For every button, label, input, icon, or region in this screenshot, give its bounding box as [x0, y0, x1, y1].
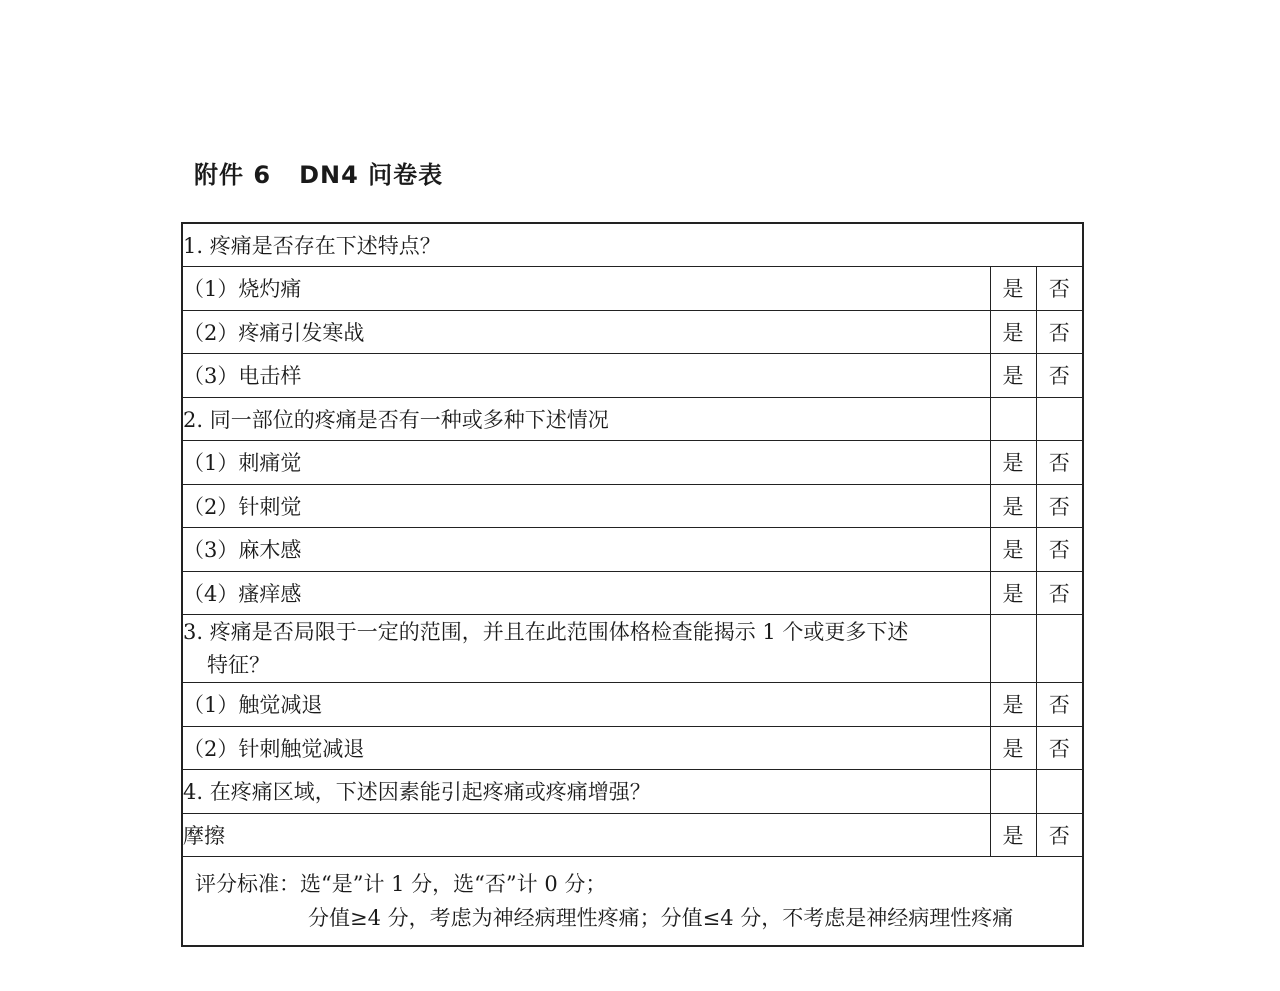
item-label: （2）针刺触觉减退 [182, 726, 990, 770]
question-1-text: 1. 疼痛是否存在下述特点？ [182, 223, 1083, 267]
empty-cell [990, 770, 1036, 814]
no-option[interactable]: 否 [1036, 310, 1083, 354]
empty-cell [1036, 397, 1083, 441]
yes-option[interactable]: 是 [990, 683, 1036, 727]
no-option[interactable]: 否 [1036, 683, 1083, 727]
yes-option[interactable]: 是 [990, 310, 1036, 354]
question-row-1 [182, 223, 1083, 267]
empty-cell [1036, 770, 1083, 814]
no-option[interactable]: 否 [1036, 484, 1083, 528]
item-label: （1）触觉减退 [182, 683, 990, 727]
item-row [182, 484, 1083, 528]
no-option[interactable]: 否 [1036, 726, 1083, 770]
item-row [182, 683, 1083, 727]
no-option[interactable]: 否 [1036, 528, 1083, 572]
yes-option[interactable]: 是 [990, 441, 1036, 485]
item-label: （2）疼痛引发寒战 [182, 310, 990, 354]
scoring-line1: 评分标准：选“是”计 1 分，选“否”计 0 分； [195, 872, 607, 896]
yes-option[interactable]: 是 [990, 528, 1036, 572]
item-label: （1）烧灼痛 [182, 267, 990, 311]
item-row [182, 441, 1083, 485]
question-row-4 [182, 770, 1083, 814]
item-row [182, 528, 1083, 572]
question-3-line1: 3. 疼痛是否局限于一定的范围，并且在此范围体格检查能揭示 1 个或更多下述 [183, 619, 909, 644]
item-label: （2）针刺觉 [182, 484, 990, 528]
item-label: （3）电击样 [182, 354, 990, 398]
question-3-line2: 特征？ [207, 652, 270, 677]
no-option[interactable]: 否 [1036, 267, 1083, 311]
yes-option[interactable]: 是 [990, 571, 1036, 615]
no-option[interactable]: 否 [1036, 354, 1083, 398]
question-2-text: 2. 同一部位的疼痛是否有一种或多种下述情况 [182, 397, 990, 441]
item-row [182, 726, 1083, 770]
scoring-criteria [182, 857, 1083, 947]
empty-cell [990, 397, 1036, 441]
item-label: （3）麻木感 [182, 528, 990, 572]
no-option[interactable]: 否 [1036, 571, 1083, 615]
item-row [182, 267, 1083, 311]
item-row [182, 310, 1083, 354]
yes-option[interactable]: 是 [990, 354, 1036, 398]
document-title: 附件 6 DN4 问卷表 [194, 161, 444, 189]
question-4-text: 4. 在疼痛区域，下述因素能引起疼痛或疼痛增强？ [182, 770, 990, 814]
question-row-2 [182, 397, 1083, 441]
dn4-questionnaire-table [181, 222, 1084, 947]
yes-option[interactable]: 是 [990, 813, 1036, 857]
empty-cell [1036, 615, 1083, 683]
question-row-3 [182, 615, 1083, 683]
yes-option[interactable]: 是 [990, 726, 1036, 770]
item-row [182, 571, 1083, 615]
yes-option[interactable]: 是 [990, 267, 1036, 311]
no-option[interactable]: 否 [1036, 441, 1083, 485]
item-label: 摩擦 [182, 813, 990, 857]
scoring-row [182, 857, 1083, 947]
question-3-text [182, 615, 990, 683]
item-row [182, 813, 1083, 857]
item-row [182, 354, 1083, 398]
yes-option[interactable]: 是 [990, 484, 1036, 528]
item-label: （1）刺痛觉 [182, 441, 990, 485]
scoring-line2: 分值≥4 分，考虑为神经病理性疼痛；分值≤4 分，不考虑是神经病理性疼痛 [308, 906, 1014, 930]
no-option[interactable]: 否 [1036, 813, 1083, 857]
item-label: （4）瘙痒感 [182, 571, 990, 615]
empty-cell [990, 615, 1036, 683]
